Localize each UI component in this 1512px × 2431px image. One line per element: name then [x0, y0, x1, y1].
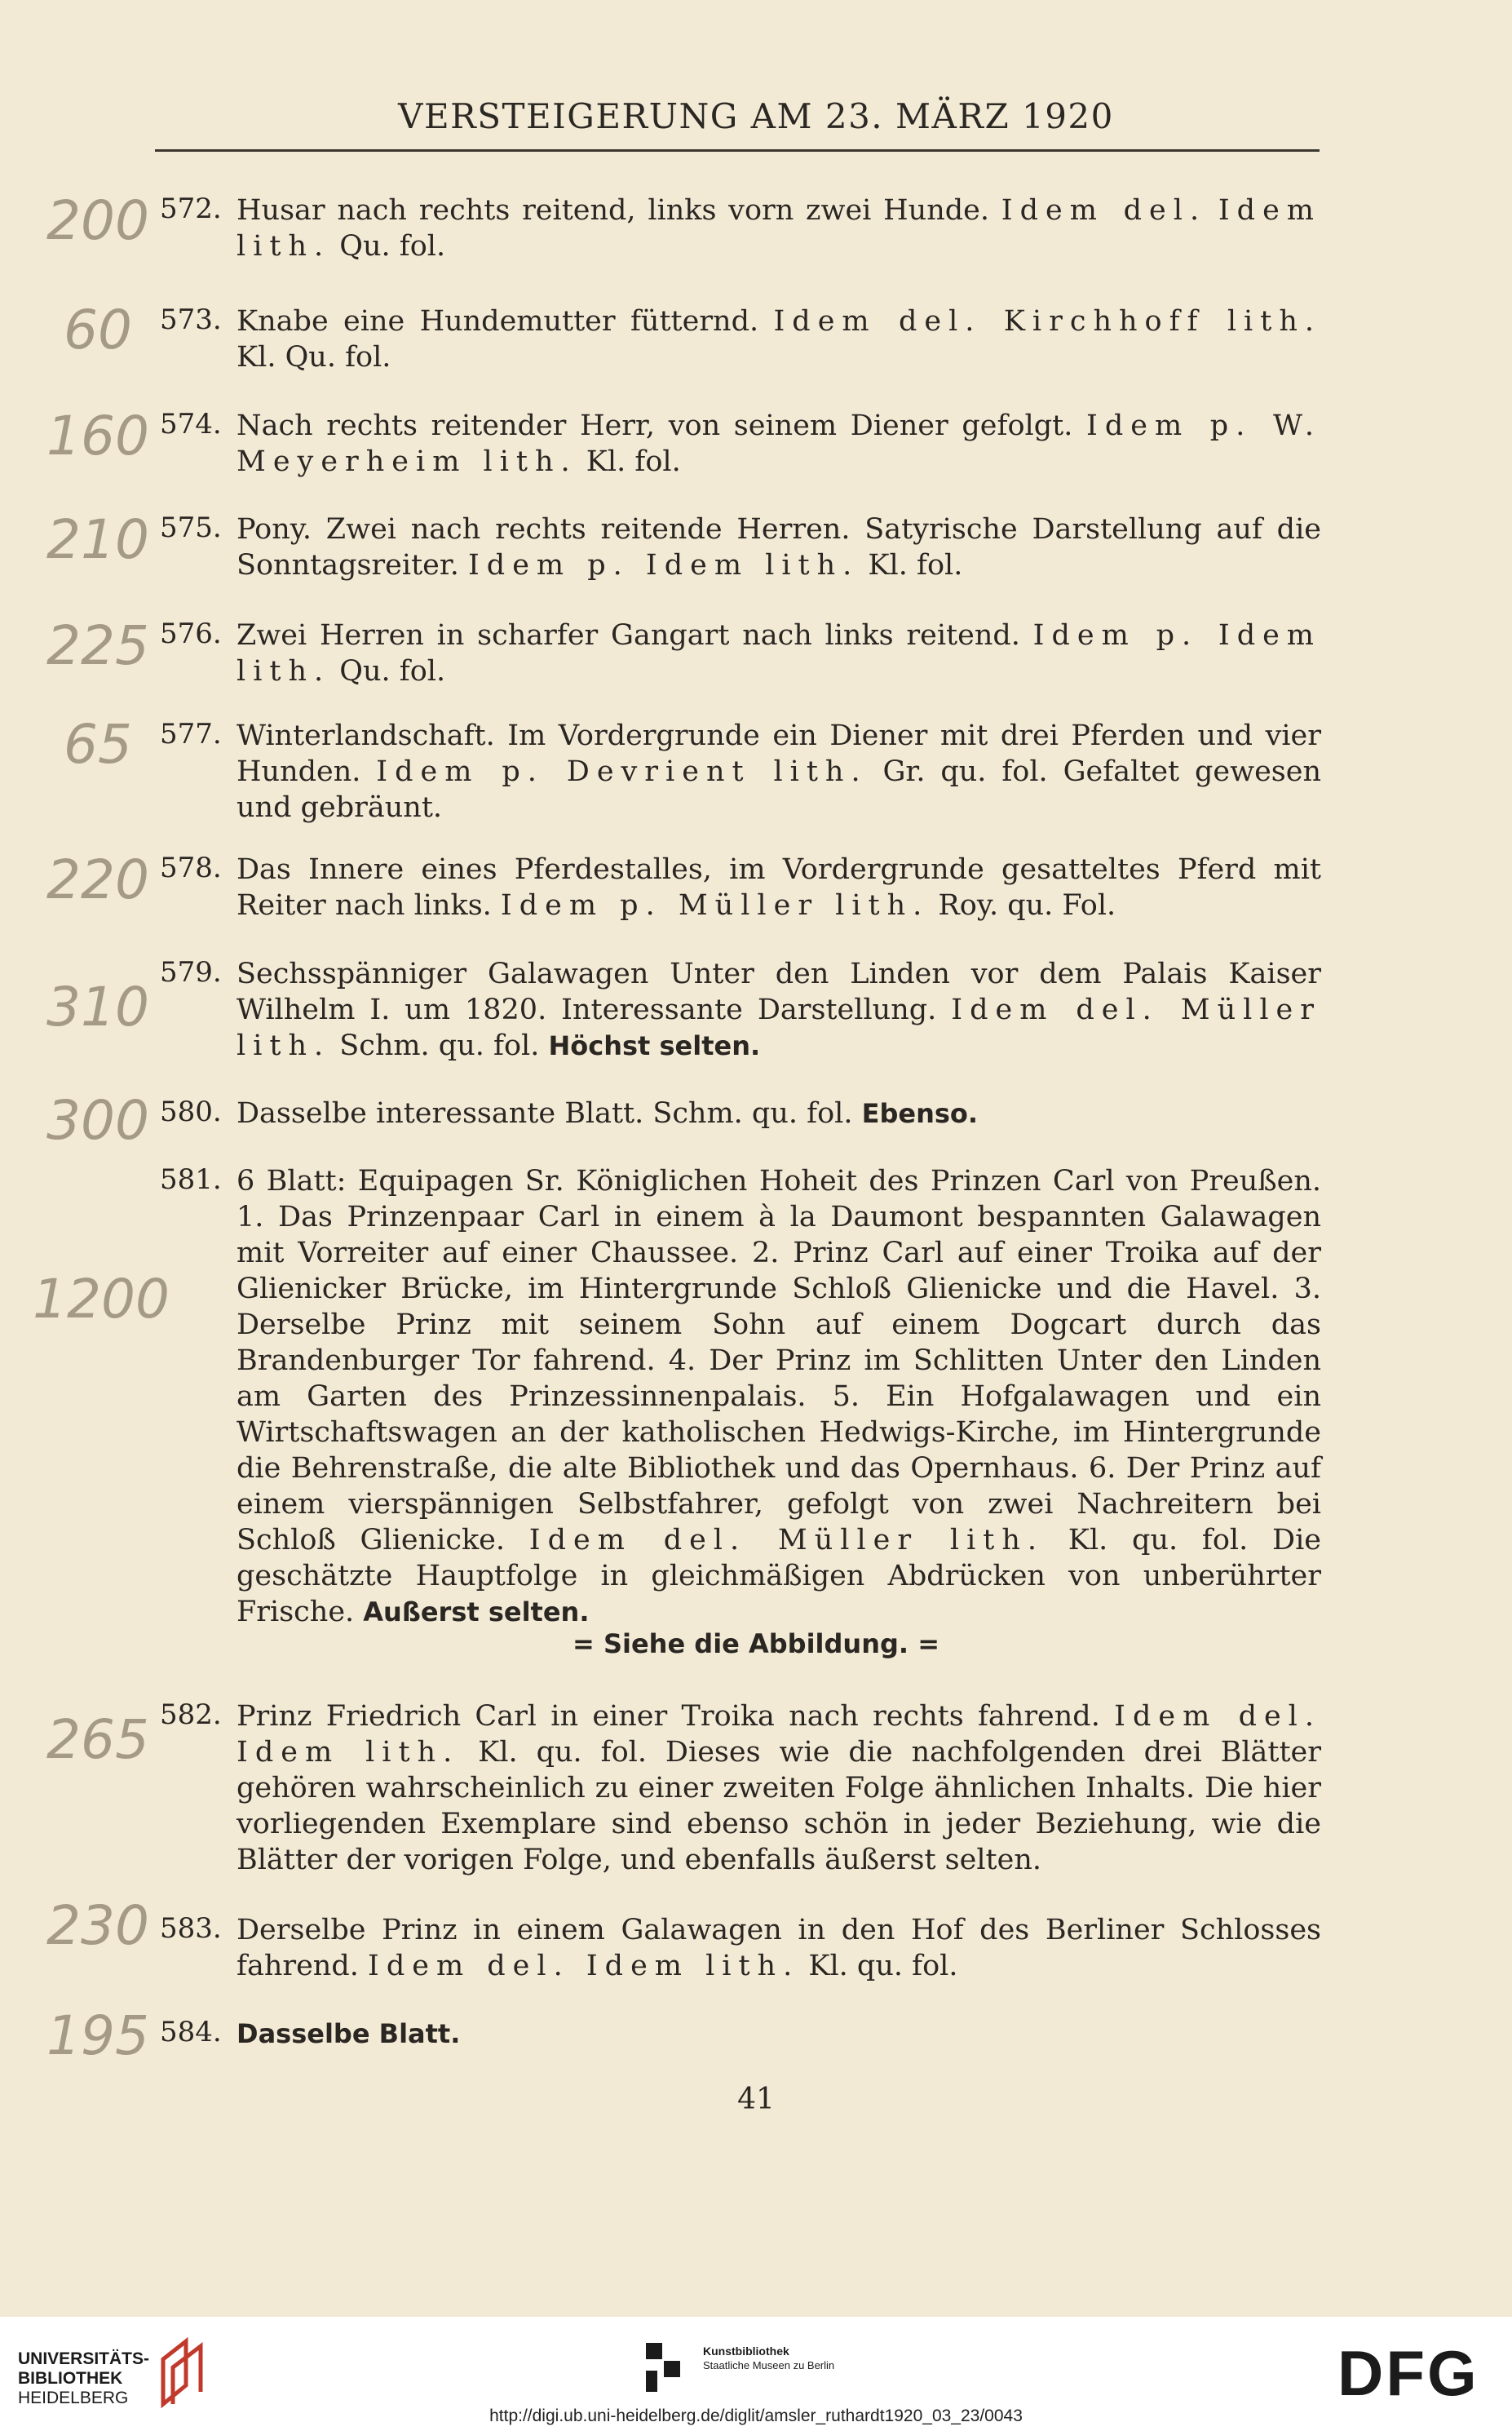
- lot-number: 575.: [160, 511, 222, 544]
- university-line: BIBLIOTHEK: [18, 2369, 123, 2388]
- lot-description: [237, 408, 1321, 480]
- lot-number: 582.: [160, 1698, 222, 1731]
- handwritten-price: 210: [46, 508, 149, 571]
- lot-description: [237, 1912, 1321, 1984]
- description-segment: Idem p. Müller lith.: [500, 889, 930, 922]
- lot-number: 572.: [160, 193, 222, 225]
- handwritten-price: 225: [46, 614, 149, 677]
- description-segment: Idem lith.: [237, 194, 1321, 263]
- description-segment: Ebenso.: [861, 1098, 979, 1129]
- lot-description: [237, 1698, 1321, 1878]
- description-segment: Gr. qu. fol. Gefaltet gewesen und gebräunt.: [237, 755, 1321, 824]
- lot-number: 574.: [160, 408, 222, 441]
- lot-description: [237, 303, 1321, 375]
- kunstbibliothek-subtitle: Staatliche Museen zu Berlin: [703, 2359, 835, 2371]
- lot-description: [237, 193, 1321, 264]
- lot-description: [237, 2016, 1321, 2052]
- description-segment: Schm. qu. fol.: [330, 1030, 549, 1062]
- lot-description: [237, 852, 1321, 923]
- lot-description: [237, 1096, 1321, 1131]
- lot-description: [237, 618, 1321, 689]
- university-line: UNIVERSITÄTS-: [18, 2349, 150, 2368]
- description-segment: Kl. qu. fol. Dieses wie die nachfolgenden drei Blätter gehören wahrscheinlich zu einer zweiten Folge ähnlichen Inhalts. Die hier vorliegenden Exemplare sind ebenso schön in jeder Beziehung, wie die Blätter der vorigen Folge, und ebenfalls äußerst selten.: [237, 1736, 1321, 1876]
- description-segment: Kl. Qu. fol.: [237, 341, 391, 374]
- description-segment: Sechsspänniger Galawagen Unter den Linden vor dem Palais Kaiser Wilhelm I. um 1820. Interessante Darstellung.: [237, 958, 1321, 1026]
- lot-number: 578.: [160, 852, 222, 884]
- university-logo-icon: [155, 2335, 214, 2408]
- description-segment: Zwei Herren in scharfer Gangart nach links reitend.: [237, 619, 1033, 652]
- lot-description: [237, 1163, 1321, 1630]
- description-segment: [1206, 194, 1218, 227]
- kunstbibliothek-label: [703, 2345, 834, 2372]
- description-segment: Knabe eine Hundemutter fütternd.: [237, 305, 774, 338]
- description-segment: Qu. fol.: [330, 230, 446, 263]
- lot-number: 576.: [160, 618, 222, 650]
- description-segment: Idem del. Kirchhoff lith.: [773, 305, 1321, 338]
- handwritten-price: 200: [46, 189, 149, 252]
- handwritten-price: 65: [64, 713, 132, 776]
- description-segment: Höchst selten.: [548, 1030, 761, 1061]
- digitization-footer: [0, 2317, 1512, 2431]
- lot-number: 579.: [160, 956, 222, 989]
- description-segment: Nach rechts reitender Herr, von seinem Diener gefolgt.: [237, 410, 1086, 442]
- description-segment: Idem del. Idem lith.: [237, 1700, 1322, 1769]
- handwritten-price: 1200: [33, 1268, 170, 1331]
- page-header-title: VERSTEIGERUNG AM 23. MÄRZ 1920: [398, 96, 1114, 136]
- description-segment: Kl. fol.: [577, 445, 681, 478]
- description-segment: Dasselbe interessante Blatt. Schm. qu. fol.: [237, 1097, 862, 1130]
- lot-description: [237, 956, 1321, 1064]
- lot-number: 577.: [160, 718, 222, 751]
- description-segment: Idem del.: [1001, 194, 1207, 227]
- handwritten-price: 300: [46, 1089, 149, 1152]
- handwritten-price: 310: [46, 976, 149, 1038]
- university-library-name: [18, 2349, 149, 2408]
- description-segment: Idem p. Idem lith.: [237, 619, 1321, 688]
- description-segment: Kl. qu. fol. Die geschätzte Hauptfolge in gleichmäßigen Abdrücken von unberührter Frische.: [237, 1524, 1322, 1628]
- description-segment: Kl. fol.: [859, 549, 963, 582]
- handwritten-price: 265: [46, 1708, 149, 1771]
- permalink-url[interactable]: http://digi.ub.uni-heidelberg.de/diglit/amsler_ruthardt1920_03_23/0043: [489, 2407, 1023, 2425]
- description-segment: Idem del. Müller lith.: [528, 1524, 1045, 1556]
- description-segment: Qu. fol.: [330, 655, 446, 688]
- lot-description: [237, 718, 1321, 826]
- description-segment: Husar nach rechts reitend, links vorn zwei Hunde.: [237, 194, 1001, 227]
- description-segment: 6 Blatt: Equipagen Sr. Königlichen Hoheit des Prinzen Carl von Preußen. 1. Das Prinzenpaar Carl in einem à la Daumont bespannten Galawagen mit Vorreiter auf einer Chaussee. 2. Prinz Carl auf einer Troika auf der Glienicker Brücke, im Hintergrunde Schloß Glienicke und die Havel. 3. Derselbe Prinz mit seinem Sohn auf einem Dogcart durch das Brandenburger Tor fahrend. 4. Der Prinz im Schlitten Unter den Linden am Garten des Prinzessinnenpalais. 5. Ein Hofgalawagen und ein Wirtschaftswagen an der katholischen Hedwigs-Kirche, im Hintergrunde die Behrenstraße, die alte Bibliothek und das Opernhaus. 6. Der Prinz auf einem vierspännigen Selbstfahrer, gefolgt von zwei Nachreitern bei Schloß Glienicke.: [237, 1165, 1321, 1556]
- description-segment: Das Innere eines Pferdestalles, im Vordergrunde gesatteltes Pferd mit Reiter nach links.: [237, 853, 1321, 922]
- dfg-logo: DFG: [1337, 2337, 1479, 2409]
- kunstbibliothek-title: Kunstbibliothek: [703, 2345, 789, 2358]
- handwritten-price: 195: [46, 2004, 149, 2067]
- description-segment: Idem del. Idem lith.: [368, 1950, 800, 1982]
- university-line: HEIDELBERG: [18, 2389, 129, 2407]
- description-segment: Winterlandschaft. Im Vordergrunde ein Diener mit drei Pferden und vier Hunden.: [237, 720, 1321, 788]
- description-segment: Prinz Friedrich Carl in einer Troika nach rechts fahrend.: [237, 1700, 1115, 1733]
- lot-description: [237, 511, 1321, 583]
- illustration-reference: = Siehe die Abbildung. =: [572, 1628, 939, 1659]
- handwritten-price: 230: [46, 1894, 149, 1957]
- handwritten-price: 160: [46, 405, 149, 467]
- page-number: 41: [737, 2083, 775, 2116]
- kunstbibliothek-logo-icon: [644, 2341, 688, 2393]
- description-segment: Idem del. Müller lith.: [237, 994, 1321, 1062]
- header-rule: [155, 149, 1320, 152]
- lot-number: 580.: [160, 1096, 222, 1128]
- lot-number: 581.: [160, 1163, 222, 1196]
- description-segment: Dasselbe Blatt.: [237, 2018, 461, 2049]
- description-segment: Derselbe Prinz in einem Galawagen in den Hof des Berliner Schlosses fahrend.: [237, 1914, 1321, 1982]
- description-segment: Idem p. Devrient lith.: [376, 755, 868, 788]
- description-segment: Idem p. W. Meyerheim lith.: [237, 410, 1321, 478]
- lot-number: 584.: [160, 2016, 222, 2048]
- lot-number: 573.: [160, 303, 222, 336]
- description-segment: Außerst selten.: [363, 1596, 590, 1627]
- description-segment: Roy. qu. Fol.: [929, 889, 1116, 922]
- handwritten-price: 60: [64, 299, 132, 361]
- lot-number: 583.: [160, 1912, 222, 1945]
- description-segment: Kl. qu. fol.: [799, 1950, 958, 1982]
- handwritten-price: 220: [46, 848, 149, 911]
- description-segment: Idem p. Idem lith.: [467, 549, 860, 582]
- description-segment: Pony. Zwei nach rechts reitende Herren. Satyrische Darstellung auf die Sonntagsreiter.: [237, 513, 1321, 582]
